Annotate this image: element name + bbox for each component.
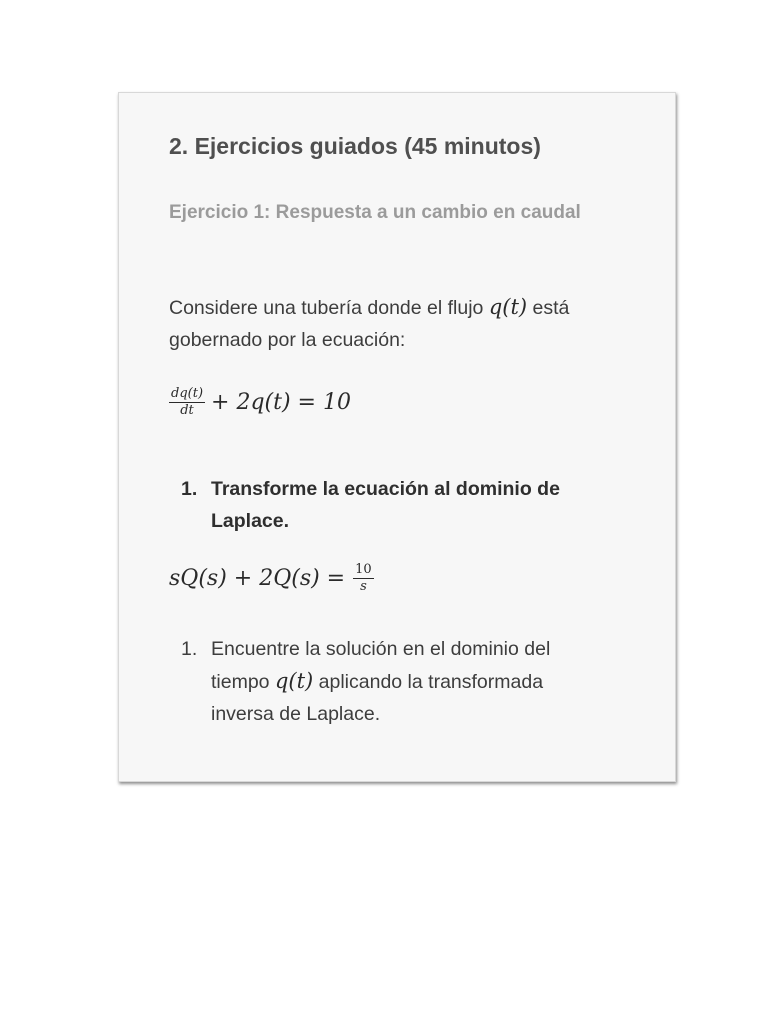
laplace-equation	[169, 563, 380, 594]
step-item	[181, 633, 601, 730]
step-number: 1.	[181, 638, 198, 660]
laplace-fraction	[353, 563, 374, 594]
derivative-denominator: dt	[180, 403, 194, 418]
exercise-intro	[169, 291, 629, 356]
step-text-before: Encuentre la solución en el dominio del tiempo	[211, 638, 551, 693]
derivative-fraction	[169, 387, 205, 418]
intro-text-after: está gobernado por la ecuación:	[169, 297, 570, 351]
section-title: 2. Ejercicios guiados (45 minutos)	[169, 133, 541, 159]
laplace-denominator: s	[360, 579, 367, 594]
step-text: Transforme la ecuación al dominio de Laplace.	[211, 478, 560, 532]
time-variable: q(t)	[274, 669, 314, 693]
laplace-numerator: 10	[355, 562, 372, 577]
intro-text-before: Considere una tubería donde el flujo	[169, 297, 484, 319]
step-text	[181, 633, 601, 730]
derivative-numerator: dq(t)	[171, 386, 204, 401]
exercise-title: Ejercicio 1: Respuesta a un cambio en caudal	[169, 202, 581, 223]
step-item	[181, 473, 601, 537]
step-text-after: aplicando la transformada inversa de Laplace.	[211, 671, 544, 725]
step-number: 1.	[181, 478, 198, 500]
differential-equation	[169, 387, 351, 418]
flow-variable: q(t)	[488, 295, 528, 319]
laplace-equation-lhs: sQ(s) + 2Q(s) =	[169, 566, 346, 591]
exercise-card	[118, 92, 676, 782]
differential-equation-rest: + 2q(t) = 10	[211, 390, 351, 415]
